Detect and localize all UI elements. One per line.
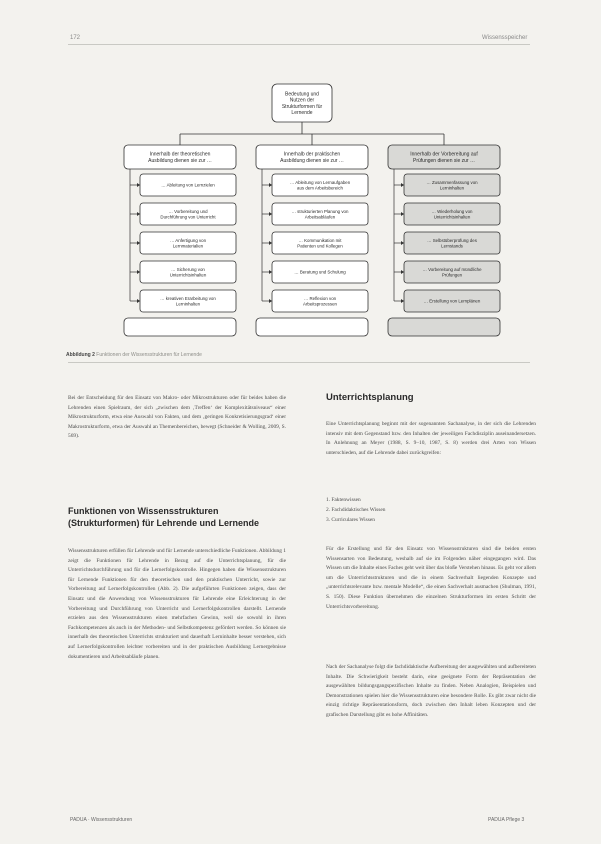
column-footer-box — [256, 318, 368, 336]
diagram-column — [256, 145, 368, 336]
caption-text: Funktionen der Wissensstrukturen für Lernende — [96, 352, 202, 358]
arrow-icon — [137, 299, 140, 303]
figure-caption — [66, 352, 202, 358]
arrow-icon — [269, 212, 272, 216]
diagram-column — [388, 145, 500, 336]
left-body-paragraph: Wissensstrukturen erfüllen für Lehrende und für Lernende unterschiedliche Funktionen. Abbildung 1 zeigt die Funktionen für Lehrende in Bezug auf die Unterrichtsplanung, für die Unterrichtsdurchführung und für die Lernerfolgskontrolle. Hingegen haben die Wissensstrukturen für Lernende Funktionen für den theoretischen und den praktischen Unterricht, sowie zur Vorbereitung auf Lernerfolgskontrollen (Abb. 2). Die aufgeführten Funktionen zeigen, dass der Einsatz und die Anwendung von Wissensstrukturen für Lehrende eine Erleichterung in der Vorbereitung und Durchführung von Unterricht und Lernerfolgskontrollen darstellt. Lernende erzielen aus den Wissensstrukturen einen mehrfachen Gewinn, weil sie sowohl in ihren Fachkompetenzen als auch in der Methoden- und Selbstkompetenz gefördert werden. So können sie innerhalb des theoretischen Unterrichts strukturiert und dauerhaft Lerninhalte besser verstehen, sich auf Lernerfolgskontrollen leichter vorbereiten und in der praktischen Ausbildung Lernergebnisse dokumentieren und Arbeitsabläufe planen. — [68, 548, 286, 660]
item-label: … Erstellung von Lernplänen — [423, 298, 481, 304]
left-intro-paragraph: Bei der Entscheidung für den Einsatz von Makro- oder Mikrostrukturen oder für beides haben die Lehrenden einen Spielraum, der sich „zwischen dem ‚Treffen‘ der Komplexitätsniveaus“ einer Mikrostrukturform, etwa eine Auswahl von Fakten, und dem ‚geringen Konkretisierungsgrad‘ einer Makrostrukturform, etwa der Auswahl an Themenbereichen, bewegt (Schneider & Wolling, 2009, S. 569). — [68, 395, 286, 440]
right-paragraph-1: Eine Unterrichtsplanung beginnt mit der sogenannten Sachanalyse, in der sich die Lehrenden intensiv mit dem Gegenstand bzw. den Inhalten der jeweiligen Fachdisziplin auseinandersetzen. In Anlehnung an Meyer (1988, S. 9–10, 1987, S. 8) werden drei Arten von Wissen unterschieden, auf die Lehrende dabei zurückgreifen: — [326, 421, 536, 456]
section-heading-funktionen: Funktionen von Wissensstrukturen (Strukturformen) für Lehrende und Lernende — [68, 506, 260, 528]
right-paragraph-3: Nach der Sachanalyse folgt die fachdidaktische Aufbereitung der ausgewählten und aufbereiteten Inhalte. Die Schwierigkeit besteht darin, eine geeignete Form der Repräsentation der ausgewählten bildungsgangspezifischen Inhalte zu finden. Neben Analogien, Beispielen und Demonstrationen spielen hier die Wissensstrukturen eine besondere Rolle. Es gibt zwar nicht die einzig richtige Repräsentationsform, doch zwischen den Inhalt leben Konzepten und der grafischen Darstellung gibt es hohe Affinitäten. — [326, 664, 536, 718]
right-paragraph-2: Für die Erstellung und für den Einsatz von Wissensstrukturen sind die beiden ersten Wissensarten von Bedeutung, weshalb auf sie im Folgenden näher eingegangen wird. Das Wissen um die Inhalte eines Faches geht weit über das bloße Verstehen hinaus. Es geht vor allem um die Unterrichtsstrukturen und die in einem Sachverhalt liegenden Konzepte und „unterrichtsrelevante bzw. mentale Modelle“, die einen Sachverhalt ausmachen (Shulman, 1991, S. 150). Diese Funktion übernehmen die einzelnen Strukturformen im ersten Schritt der Unterrichtsvorbereitung. — [326, 546, 536, 610]
arrow-icon — [137, 212, 140, 216]
caption-rule — [68, 362, 530, 363]
item-label: … Selbstüberprüfung des Lernstands — [427, 237, 477, 249]
column-footer-box — [388, 318, 500, 336]
item-label: … Ableitung von Lernaufgaben aus dem Arbeitsbereich — [289, 179, 351, 191]
item-label: … Ableitung von Lernzielen — [161, 182, 215, 188]
list-item: 1. Faktenwissen — [326, 497, 361, 503]
arrow-icon — [269, 241, 272, 245]
column-footer-box — [124, 318, 236, 336]
item-label: … Anfertigung von Lernmaterialien — [169, 237, 207, 249]
page-number: 172 — [70, 35, 81, 41]
arrow-icon — [269, 270, 272, 274]
list-item: 3. Curriculares Wissen — [326, 517, 375, 523]
running-header: Wissensspeicher — [482, 35, 528, 41]
arrow-icon — [401, 299, 404, 303]
arrow-icon — [137, 183, 140, 187]
diagram-top-box — [272, 84, 332, 122]
column-title: Innerhalb der Vorbereitung auf Prüfungen dienen sie zur … — [410, 151, 478, 164]
item-label: … Wiederholung von Unterrichtsinhalten — [431, 208, 473, 220]
strukturformen-diagram — [0, 0, 601, 350]
item-label: … Vorbereitung auf mündliche Prüfungen — [422, 266, 482, 278]
item-label: … strukturierten Planung von Arbeitsabläufen — [291, 208, 349, 220]
arrow-icon — [401, 270, 404, 274]
item-label: … Kommunikation mit Patienten und Kollegen — [297, 237, 343, 249]
arrow-icon — [401, 183, 404, 187]
arrow-icon — [137, 270, 140, 274]
item-label: … Zusammenfassung von Lerninhalten — [426, 179, 478, 191]
wissensarten-list — [326, 495, 385, 525]
footer-left: PADUA · Wissensstrukturen — [70, 817, 133, 823]
arrow-icon — [401, 212, 404, 216]
item-label: … kreativen Erarbeitung von Lerninhalten — [160, 295, 216, 307]
column-title: Innerhalb der praktischen Ausbildung dienen sie zur … — [280, 151, 344, 164]
arrow-icon — [137, 241, 140, 245]
arrow-icon — [269, 299, 272, 303]
list-item: 2. Fachdidaktisches Wissen — [326, 507, 386, 513]
arrow-icon — [401, 241, 404, 245]
item-label: … Beratung und Schulung — [294, 269, 346, 275]
diagram-connectors — [180, 122, 444, 145]
section-heading-unterrichtsplanung: Unterrichtsplanung — [326, 392, 414, 403]
top-box-label: Bedeutung und Nutzen der Strukturformen für Lernende — [281, 91, 323, 117]
arrow-icon — [269, 183, 272, 187]
item-label: … Sicherung von Unterrichtsinhalten — [169, 266, 207, 278]
item-label: … Vorbereitung und Durchführung von Unterricht — [160, 208, 216, 220]
footer-right: PADUA Pflege 3 — [488, 817, 525, 823]
caption-label: Abbildung 2 — [66, 352, 95, 358]
column-title: Innerhalb der theoretischen Ausbildung dienen sie zur … — [148, 151, 212, 164]
diagram-column — [124, 145, 236, 336]
item-label: … Reflexion von Arbeitsprozessen — [303, 295, 337, 307]
